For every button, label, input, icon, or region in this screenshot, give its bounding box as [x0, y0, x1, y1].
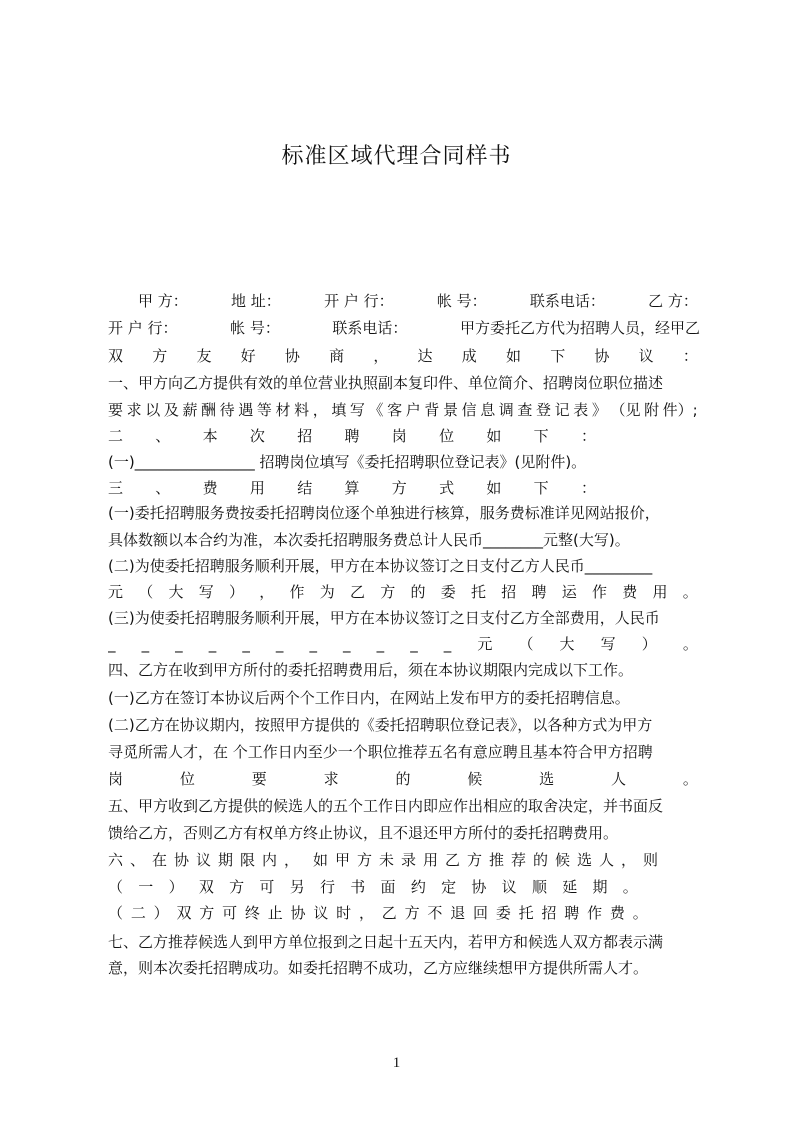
text-segment: 止: [267, 904, 283, 922]
clause-3-item-2-line-2: [108, 582, 698, 602]
text-segment: _: [343, 635, 351, 653]
text-segment: 景: [442, 401, 458, 419]
clause-3-item-3-line-1: (三)为使委托招聘服务顺利开展，甲方在本协议签订之日支付乙方全部费用，人民币: [108, 609, 660, 627]
text-segment: 及: [163, 401, 179, 419]
text-segment: 可: [259, 878, 275, 896]
text-segment: 协: [284, 347, 300, 365]
parties-line-2: [108, 318, 700, 338]
text-segment: 选: [576, 851, 592, 869]
text-segment: _: [242, 635, 250, 653]
text-segment: 用: [422, 851, 438, 869]
text-segment: 议: [196, 851, 212, 869]
text-segment: 荐: [510, 851, 526, 869]
text-segment: 要: [251, 770, 267, 788]
text-segment: 酬: [201, 401, 217, 419]
text-segment: 岗: [391, 427, 407, 445]
clause-1-line-2: [108, 400, 698, 420]
clause-4-item-2-line-3: [108, 769, 698, 789]
text-segment: 信: [461, 401, 477, 419]
text-segment: 未: [378, 851, 394, 869]
text-segment: 要: [108, 401, 124, 419]
page-number: 1: [392, 1055, 401, 1071]
text-segment: 。: [682, 583, 698, 601]
text-segment: 元: [477, 635, 493, 653]
text-segment: 费: [622, 583, 638, 601]
document-title: 标准区域代理合同样书: [281, 144, 512, 169]
text-segment: 写: [600, 635, 616, 653]
text-segment: （: [138, 583, 154, 601]
text-segment: 聘: [344, 427, 360, 445]
text-segment: _: [376, 635, 385, 653]
text-segment: _: [309, 635, 317, 653]
text-segment: ：: [580, 427, 596, 445]
text-segment: 调: [498, 401, 514, 419]
text-segment: 费: [609, 904, 625, 922]
clause-7-line-1: 七、乙方推荐候选人到甲方单位报到之日起十五天内，若甲方和候选人双方都表示满: [108, 933, 664, 951]
text-segment: 期: [218, 851, 234, 869]
text-segment: 户: [405, 401, 421, 419]
text-segment: 材: [275, 401, 291, 419]
text-segment: 待: [219, 401, 235, 419]
text-segment: ）: [641, 635, 657, 653]
text-segment: 终: [244, 904, 260, 922]
text-segment: 议: [313, 904, 329, 922]
text-segment: 行: [319, 878, 335, 896]
text-segment: 写: [198, 583, 214, 601]
text-segment: 用: [652, 583, 668, 601]
text-segment: 方: [380, 583, 396, 601]
text-segment: 回: [473, 904, 489, 922]
text-segment: 双: [198, 878, 214, 896]
text-segment: 则: [642, 851, 658, 869]
text-segment: 方: [356, 851, 372, 869]
text-segment: 作: [592, 583, 608, 601]
text-segment: 联系电话：: [529, 292, 605, 310]
text-segment: _: [141, 635, 150, 653]
text-segment: 招: [541, 904, 557, 922]
text-segment: 招: [297, 427, 313, 445]
text-segment: 如: [486, 427, 502, 445]
text-segment: 在: [152, 851, 168, 869]
text-segment: 写: [349, 401, 365, 419]
text-segment: 甲方委托乙方代为招聘人员，经甲乙: [459, 319, 700, 337]
text-segment: 《: [368, 401, 384, 419]
text-segment: 位: [439, 427, 455, 445]
text-segment: ）: [153, 904, 169, 922]
text-segment: 一: [138, 878, 154, 896]
text-segment: 三: [108, 479, 124, 497]
text-segment: 、: [155, 427, 171, 445]
text-segment: 开 户 行：: [108, 319, 178, 337]
text-segment: 甲 方：: [138, 292, 188, 310]
text-segment: 位: [179, 770, 195, 788]
text-segment: 下: [533, 427, 549, 445]
text-segment: 大: [559, 635, 575, 653]
parties-line-3: [108, 346, 698, 366]
text-segment: 方: [229, 878, 245, 896]
text-segment: _: [175, 635, 183, 653]
clause-3-item-1-line-2: 具体数额以本合约为准，本次委托招聘服务费总计人民币________元整(大写)。: [108, 531, 630, 549]
text-segment: 。: [682, 635, 698, 653]
text-segment: 表: [573, 401, 589, 419]
text-segment: 二: [130, 904, 146, 922]
text-segment: 为: [319, 583, 335, 601]
text-segment: 的: [410, 583, 426, 601]
text-segment: 、: [130, 851, 146, 869]
text-segment: 书: [350, 878, 366, 896]
text-segment: 记: [554, 401, 570, 419]
clause-2-item-1: (一)________________ 招聘岗位填写《委托招聘职位登记表》(见附件)。: [108, 453, 587, 471]
text-segment: _: [275, 635, 284, 653]
text-segment: 商: [329, 347, 345, 365]
text-segment: 的: [395, 770, 411, 788]
text-segment: 查: [517, 401, 533, 419]
text-segment: 乙: [381, 904, 397, 922]
text-segment: 地 址：: [231, 292, 281, 310]
text-segment: 招: [501, 583, 517, 601]
text-segment: 帐 号：: [230, 319, 280, 337]
clause-5-line-1: 五、甲方收到乙方提供的候选人的五个工作日内即应作出相应的取舍决定，并书面反: [108, 797, 664, 815]
text-segment: 协: [174, 851, 190, 869]
text-segment: 联系电话：: [332, 319, 408, 337]
text-segment: 开 户 行：: [324, 292, 394, 310]
clause-6-item-1: [108, 877, 638, 897]
text-segment: 聘: [531, 583, 547, 601]
text-segment: 如: [486, 479, 502, 497]
text-segment: 方: [199, 904, 215, 922]
clause-3-item-3-line-2: [108, 634, 698, 654]
text-segment: 登: [536, 401, 552, 419]
text-segment: 双: [176, 904, 192, 922]
text-segment: 乙: [444, 851, 460, 869]
text-segment: 推: [488, 851, 504, 869]
text-segment: 如: [505, 347, 521, 365]
text-segment: 。: [682, 770, 698, 788]
text-segment: 元: [108, 583, 124, 601]
parties-line-1: [138, 291, 698, 311]
text-segment: 客: [387, 401, 403, 419]
text-segment: 填: [331, 401, 347, 419]
text-segment: 退: [450, 904, 466, 922]
text-segment: 料: [294, 401, 310, 419]
text-segment: 方: [404, 904, 420, 922]
text-segment: 顺: [531, 878, 547, 896]
text-segment: 件）;: [662, 401, 698, 419]
text-segment: 协: [594, 347, 610, 365]
text-segment: 约: [410, 878, 426, 896]
text-segment: 期: [592, 878, 608, 896]
clause-4-heading: 四、乙方在收到甲方所付的委托招聘费用后，须在本协议期限内完成以下工作。: [108, 661, 634, 679]
text-segment: 乙 方：: [648, 292, 698, 310]
text-segment: 选: [539, 770, 555, 788]
text-segment: ）: [229, 583, 245, 601]
text-segment: _: [208, 635, 217, 653]
text-segment: 次: [249, 427, 265, 445]
text-segment: 息: [480, 401, 496, 419]
text-segment: 用: [249, 479, 265, 497]
text-segment: 结: [297, 479, 313, 497]
text-segment: 遇: [238, 401, 254, 419]
text-segment: 附: [644, 401, 660, 419]
text-segment: 成: [461, 347, 477, 365]
clause-6-item-2: [108, 903, 648, 923]
text-segment: 大: [168, 583, 184, 601]
text-segment: 作: [289, 583, 305, 601]
text-segment: 乙: [350, 583, 366, 601]
text-segment: 面: [380, 878, 396, 896]
text-segment: 岗: [108, 770, 124, 788]
text-segment: _: [443, 635, 452, 653]
text-segment: 聘: [564, 904, 580, 922]
clause-4-item-1: (一)乙方在签订本协议后两个个工作日内，在网站上发布甲方的委托招聘信息。: [108, 689, 630, 707]
text-segment: 议: [501, 878, 517, 896]
text-segment: 友: [196, 347, 212, 365]
text-segment: 协: [471, 878, 487, 896]
text-segment: 延: [562, 878, 578, 896]
text-segment: 人: [598, 851, 614, 869]
text-segment: 议: [638, 347, 654, 365]
text-segment: 方: [391, 479, 407, 497]
text-segment: （: [518, 635, 534, 653]
text-segment: 候: [467, 770, 483, 788]
text-segment: 如: [312, 851, 328, 869]
text-segment: ：: [682, 347, 698, 365]
text-segment: ，: [312, 401, 328, 419]
text-segment: 帐 号：: [436, 292, 487, 310]
clause-3-item-1-line-1: (一)委托招聘服务费按委托招聘岗位逐个单独进行核算，服务费标准详见网站报价，: [108, 504, 660, 522]
text-segment: 下: [550, 347, 566, 365]
text-segment: 不: [427, 904, 443, 922]
text-segment: 下: [533, 479, 549, 497]
clause-4-item-2-line-2: 寻觅所需人才，在 个工作日内至少一个职位推荐五名有意应聘且基本符合甲方招聘: [108, 743, 653, 761]
text-segment: 方: [466, 851, 482, 869]
text-segment: 。: [632, 904, 648, 922]
text-segment: 本: [202, 427, 218, 445]
text-segment: 等: [256, 401, 272, 419]
text-segment: 定: [441, 878, 457, 896]
text-segment: 费: [202, 479, 218, 497]
text-segment: ，: [259, 583, 275, 601]
text-segment: （: [108, 878, 124, 896]
clause-3-item-2-line-1: (二)为使委托招聘服务顺利开展，甲方在本协议签订之日支付乙方人民币_________: [108, 557, 653, 575]
text-segment: ，: [620, 851, 636, 869]
clause-2-heading: [108, 426, 596, 446]
text-segment: 》: [591, 401, 607, 419]
text-segment: （: [108, 904, 124, 922]
text-segment: 委: [495, 904, 511, 922]
text-segment: _: [410, 635, 418, 653]
clause-4-item-2-line-1: (二)乙方在协议期内，按照甲方提供的《委托招聘职位登记表》，以各种方式为甲方: [108, 716, 653, 734]
text-segment: 托: [518, 904, 534, 922]
text-segment: 、: [155, 479, 171, 497]
text-segment: 录: [400, 851, 416, 869]
text-segment: 求: [323, 770, 339, 788]
text-segment: 求: [126, 401, 142, 419]
text-segment: ：: [580, 479, 596, 497]
text-segment: 委: [440, 583, 456, 601]
text-segment: 达: [417, 347, 433, 365]
text-segment: 式: [439, 479, 455, 497]
text-segment: 算: [344, 479, 360, 497]
text-segment: 人: [611, 770, 627, 788]
clause-3-heading: [108, 478, 596, 498]
text-segment: 时: [336, 904, 352, 922]
text-segment: 可: [222, 904, 238, 922]
text-segment: 限: [240, 851, 256, 869]
clause-1-line-1: 一、甲方向乙方提供有效的单位营业执照副本复印件、单位简介、招聘岗位职位描述: [108, 374, 664, 392]
clause-6-heading: [108, 850, 658, 870]
text-segment: 双: [108, 347, 124, 365]
text-segment: ，: [373, 347, 389, 365]
text-segment: ，: [358, 904, 374, 922]
text-segment: 作: [587, 904, 603, 922]
text-segment: 协: [290, 904, 306, 922]
text-segment: ）: [168, 878, 184, 896]
clause-7-line-2: 意，则本次委托招聘成功。如委托招聘不成功，乙方应继续想甲方提供所需人才。: [108, 959, 649, 977]
text-segment: 以: [145, 401, 161, 419]
text-segment: 甲: [334, 851, 350, 869]
text-segment: 二: [108, 427, 124, 445]
text-segment: （见: [610, 401, 641, 419]
text-segment: 方: [152, 347, 168, 365]
text-segment: 。: [622, 878, 638, 896]
text-segment: 薪: [182, 401, 198, 419]
text-segment: 托: [471, 583, 487, 601]
text-segment: _: [108, 635, 116, 653]
text-segment: 六: [108, 851, 124, 869]
text-segment: 内: [262, 851, 278, 869]
text-segment: 好: [240, 347, 256, 365]
text-segment: 背: [424, 401, 440, 419]
clause-5-line-2: 馈给乙方，否则乙方有权单方终止协议，且不退还甲方所付的委托招聘费用。: [108, 824, 619, 842]
text-segment: 另: [289, 878, 305, 896]
text-segment: ，: [284, 851, 300, 869]
text-segment: 运: [561, 583, 577, 601]
text-segment: 的: [532, 851, 548, 869]
text-segment: 候: [554, 851, 570, 869]
